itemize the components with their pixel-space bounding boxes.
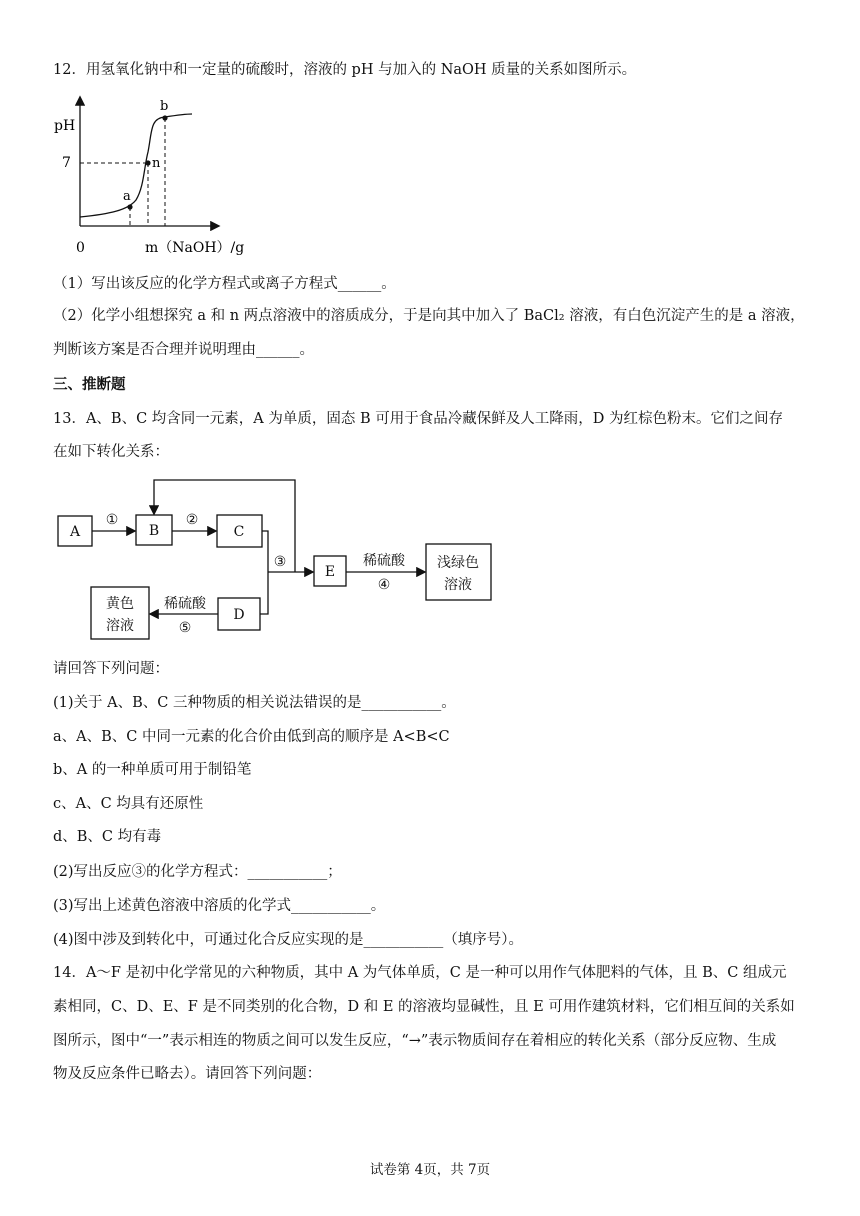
q13-p2: (2)写出反应③的化学方程式：___________；	[53, 864, 342, 880]
q13-option-c: c、A、C 均具有还原性	[53, 796, 204, 812]
q13-p4: (4)图中涉及到转化中，可通过化合反应实现的是___________（填序号）。	[53, 932, 524, 948]
yellow-solution-2: 溶液	[106, 618, 134, 634]
y-axis-label: pH	[54, 118, 76, 134]
conversion-diagram	[50, 472, 510, 644]
q14-line-4: 物及反应条件已略去）。请回答下列问题：	[53, 1066, 322, 1082]
q13-stem-a: 13．A、B、C 均含同一元素，A 为单质，固态 B 可用于食品冷藏保鲜及人工降雨，D 为红棕色粉末。它们之间存	[53, 411, 783, 427]
acid-4-label: 稀硫酸	[363, 553, 405, 569]
q13-stem-b: 在如下转化关系：	[53, 444, 169, 460]
page-footer: 试卷第 4页，共 7页	[369, 1162, 491, 1178]
reaction-5-label: ⑤	[178, 620, 192, 636]
q12-sub1: （1）写出该反应的化学方程式或离子方程式______。	[53, 276, 396, 292]
box-e-label: E	[324, 564, 336, 580]
box-a-label: A	[69, 524, 81, 540]
reaction-4-label: ④	[377, 577, 391, 593]
point-n-label: n	[152, 156, 161, 171]
acid-5-label: 稀硫酸	[164, 596, 206, 612]
q13-option-b: b、A 的一种单质可用于制铅笔	[53, 762, 252, 778]
box-d-label: D	[233, 607, 245, 623]
box-b-label: B	[148, 523, 160, 539]
green-solution-2: 溶液	[444, 577, 472, 593]
q13-option-d: d、B、C 均有毒	[53, 829, 162, 845]
x-axis-label: m（NaOH）/g	[145, 240, 245, 256]
q13-prompt: 请回答下列问题：	[53, 661, 169, 677]
yellow-solution-1: 黄色	[106, 596, 134, 612]
point-b-label: b	[160, 99, 169, 114]
reaction-1-label: ①	[105, 512, 119, 528]
q14-line-3: 图所示，图中“一”表示相连的物质之间可以发生反应，“→”表示物质间存在着相应的转化关系（部分反应物、生成	[53, 1033, 777, 1049]
y-tick-7: 7	[62, 155, 71, 171]
point-a-label: a	[123, 189, 131, 204]
box-c-label: C	[233, 524, 245, 540]
green-solution-1: 浅绿色	[437, 555, 479, 571]
ph-curve	[80, 114, 192, 217]
section-title: 三、推断题	[53, 376, 126, 393]
reaction-2-label: ②	[185, 512, 199, 528]
q13-p3: (3)写出上述黄色溶液中溶质的化学式___________。	[53, 898, 386, 914]
q12-sub2-b: 判断该方案是否合理并说明理由______。	[53, 342, 314, 358]
ph-chart	[40, 92, 280, 267]
q13-p1: (1)关于 A、B、C 三种物质的相关说法错误的是___________。	[53, 695, 456, 711]
point-b	[162, 115, 167, 120]
reaction-3-label: ③	[273, 554, 287, 570]
q13-option-a: a、A、B、C 中同一元素的化合价由低到高的顺序是 A<B<C	[53, 729, 450, 745]
point-a	[127, 204, 132, 209]
origin-label: 0	[76, 240, 85, 256]
q12-sub2-a: （2）化学小组想探究 a 和 n 两点溶液中的溶质成分，于是向其中加入了 BaCl₂ 溶液，有白色沉淀产生的是 a 溶液，	[53, 308, 805, 324]
q14-line-2: 素相同，C、D、E、F 是不同类别的化合物，D 和 E 的溶液均显碱性，且 E 可用作建筑材料，它们相互间的关系如	[53, 999, 795, 1015]
q14-line-1: 14．A～F 是初中化学常见的六种物质，其中 A 为气体单质，C 是一种可以用作气体肥料的气体，且 B、C 组成元	[53, 965, 787, 981]
point-n	[145, 160, 150, 165]
q12-stem: 12．用氢氧化钠中和一定量的硫酸时，溶液的 pH 与加入的 NaOH 质量的关系如图所示。	[53, 62, 637, 78]
